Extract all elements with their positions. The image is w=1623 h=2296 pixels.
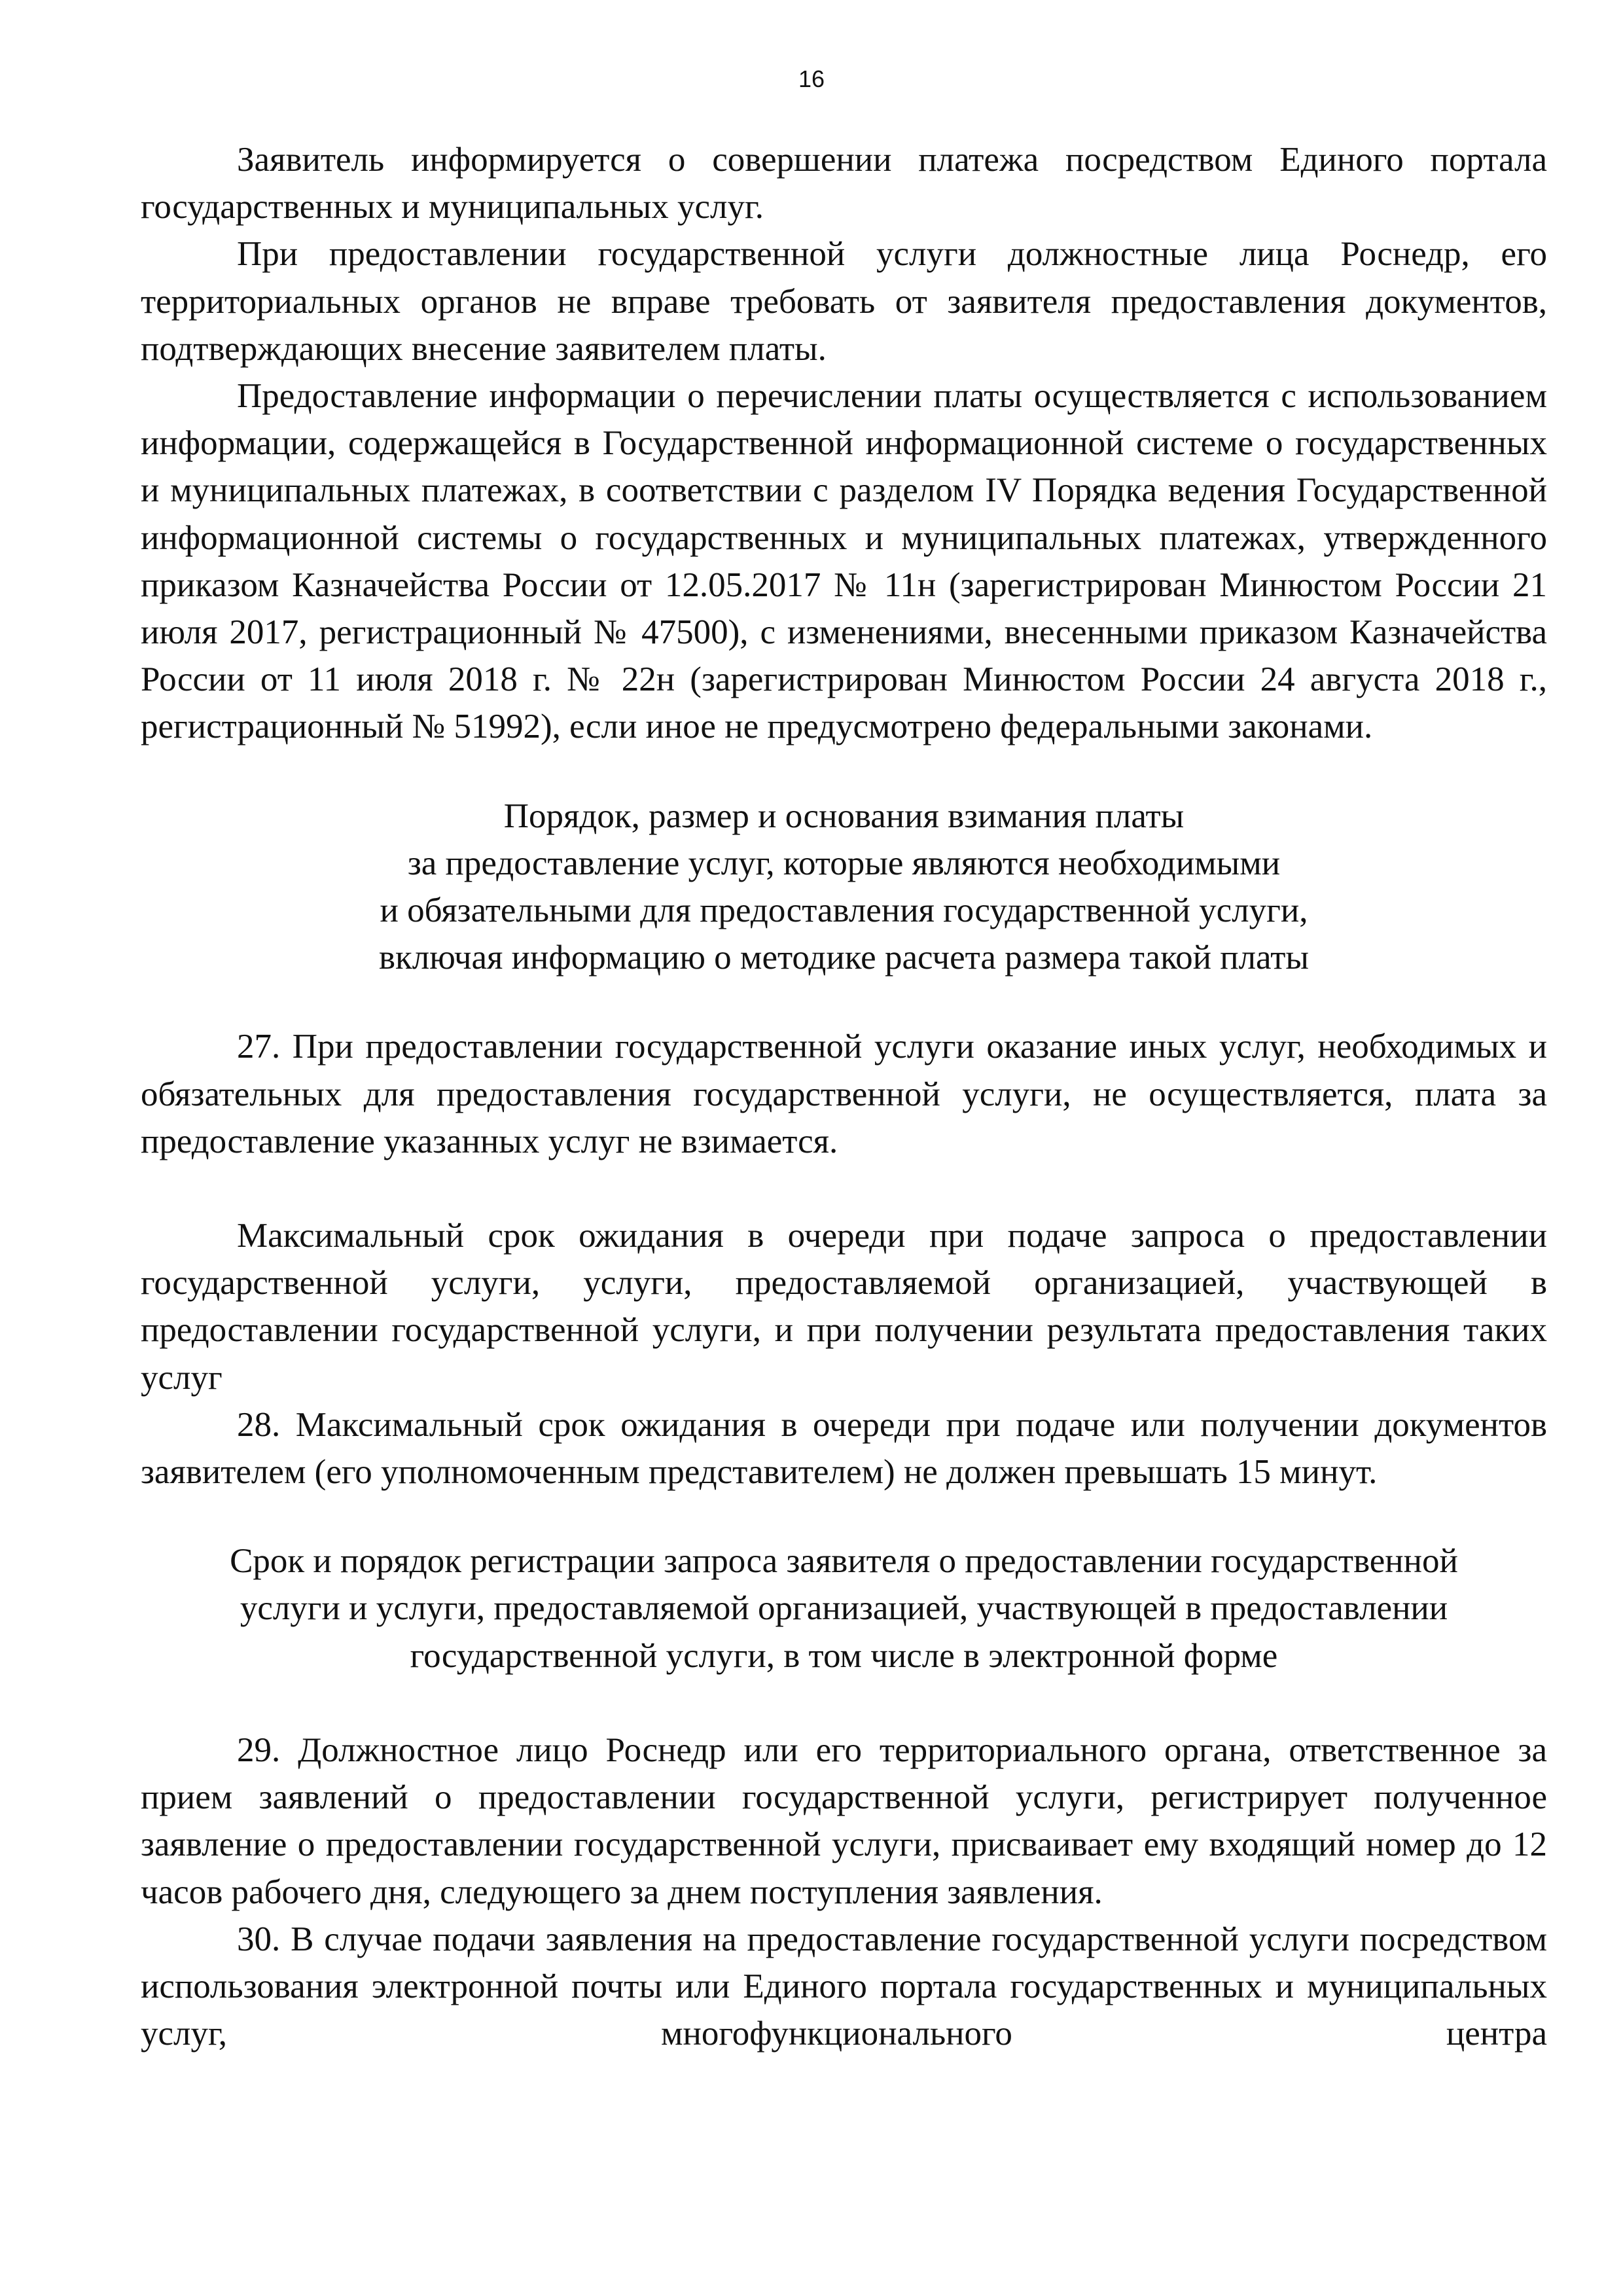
paragraph-gis-gmp: Предоставление информации о перечислении платы осуществляется с использованием информации, содержащейся в Государственной информационной системе о государственных и муниципальных платежах, в соответствии с разделом IV Порядка ведения Государственной информационной системы о государственных и муниципальных платежах, утвержденного приказом Казначейства России от 12.05.2017 № 11н (зарегистрирован Минюстом России 21 июля 2017, регистрационный № 47500), с изменениями, внесенными приказом Казначейства России от 11 июля 2018 г. № 22н (зарегистрирован Минюстом России 24 августа 2018 г., регистрационный № 51992), если иное не предусмотрено федеральными законами.: [141, 377, 1547, 746]
paragraph-payment-info: Заявитель информируется о совершении платежа посредством Единого портала государственных и муниципальных услуг.: [141, 141, 1547, 226]
item-29: 29. Должностное лицо Роснедр или его территориального органа, ответственное за прием заявлений о предоставлении государственной услуги, регистрирует полученное заявление о предоставлении государственной услуги, присваивает ему входящий номер до 12 часов рабочего дня, следующего за днем поступления заявления.: [141, 1731, 1547, 1911]
heading-fee: [141, 793, 1547, 982]
heading-fee-line: Порядок, размер и основания взимания платы: [503, 797, 1185, 835]
heading-registration: [141, 1537, 1547, 1679]
document-body: [141, 136, 1547, 2057]
page-number: 16: [798, 65, 825, 92]
heading-registration-line: Срок и порядок регистрации запроса заявителя о предоставлении государственной: [230, 1542, 1458, 1581]
heading-fee-line: включая информацию о методике расчета размера такой платы: [379, 939, 1309, 977]
heading-fee-line: за предоставление услуг, которые являются необходимыми: [407, 844, 1281, 882]
heading-queue: Максимальный срок ожидания в очереди при подаче запроса о предоставлении государственной услуги, услуги, предоставляемой организацией, участвующей в предоставлении государственной услуги, и при получении результата предоставления таких услуг: [141, 1217, 1547, 1397]
heading-fee-line: и обязательными для предоставления государственной услуги,: [380, 891, 1308, 930]
heading-registration-line: государственной услуги, в том числе в электронной форме: [410, 1636, 1278, 1675]
item-30: 30. В случае подачи заявления на предоставление государственной услуги посредством использования электронной почты или Единого портала государственных и муниципальных услуг, многофункционального центра: [141, 1920, 1547, 2053]
item-27: 27. При предоставлении государственной услуги оказание иных услуг, необходимых и обязательных для предоставления государственной услуги, не осуществляется, плата за предоставление указанных услуг не взимается.: [141, 1028, 1547, 1160]
item-28: 28. Максимальный срок ожидания в очереди при подаче или получении документов заявителем (его уполномоченным представителем) не должен превышать 15 минут.: [141, 1405, 1547, 1492]
heading-registration-line: услуги и услуги, предоставляемой организацией, участвующей в предоставлении: [240, 1589, 1448, 1628]
paragraph-no-proof-required: При предоставлении государственной услуги должностные лица Роснедр, его территориальных органов не вправе требовать от заявителя предоставления документов, подтверждающих внесение заявителем платы.: [141, 235, 1547, 368]
